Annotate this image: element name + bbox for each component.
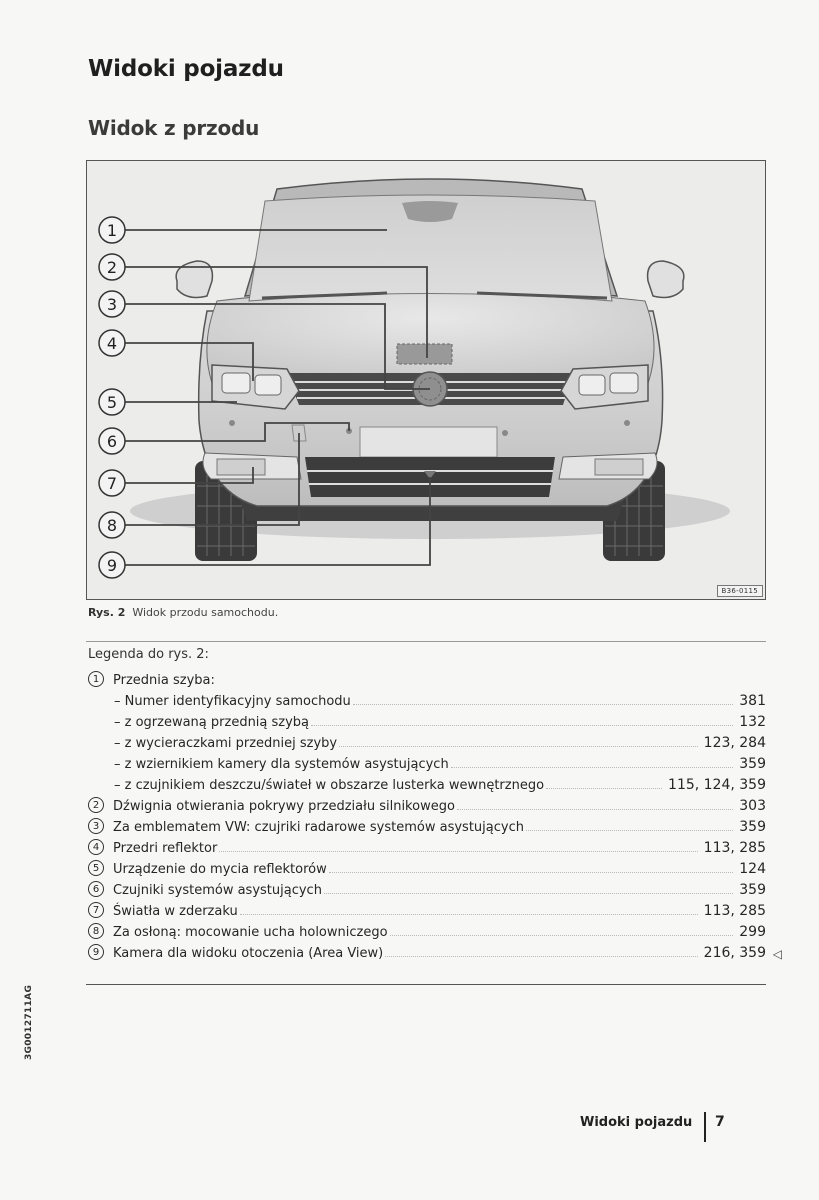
legend-item	[86, 667, 770, 688]
legend-item	[86, 772, 770, 793]
callout-2	[99, 254, 125, 280]
document-code: 3G0012711AG	[24, 984, 34, 1060]
leader-dots	[390, 935, 734, 936]
section-end-icon: ◁	[772, 947, 782, 961]
legend-page-ref[interactable]: 216, 359	[703, 945, 766, 961]
legend-number: 9	[88, 944, 104, 960]
legend-label: – Numer identyfikacyjny samochodu	[114, 694, 351, 709]
figure-code: B36-0115	[717, 585, 763, 597]
legend-label: Za osłoną: mocowanie ucha holowniczego	[113, 925, 388, 940]
svg-text:4: 4	[106, 334, 118, 353]
legend-label: Przednia szyba:	[113, 673, 215, 688]
car-illustration	[87, 161, 767, 601]
svg-text:1: 1	[106, 221, 118, 240]
side-mirror-right	[648, 261, 684, 297]
svg-text:9: 9	[106, 556, 118, 575]
legend-page-ref[interactable]: 124	[739, 861, 766, 877]
caption-text: Widok przodu samochodu.	[132, 606, 279, 619]
legend-item	[86, 877, 770, 898]
legend-page-ref[interactable]: 359	[739, 882, 766, 898]
legend-item	[86, 751, 770, 772]
legend-number: 4	[88, 839, 104, 855]
leader-dots	[324, 893, 733, 894]
parking-sensor	[229, 420, 235, 426]
divider-bottom	[86, 984, 766, 985]
leader-dots	[311, 725, 733, 726]
legend-item	[86, 856, 770, 877]
caption-label: Rys. 2	[88, 606, 126, 619]
legend-label: – z wziernikiem kamery dla systemów asystujących	[114, 757, 449, 772]
leader-dots	[353, 704, 733, 705]
legend-page-ref[interactable]: 381	[739, 693, 766, 709]
legend-item	[86, 898, 770, 919]
legend-item	[86, 709, 770, 730]
legend-item	[86, 940, 782, 961]
leader-dots	[457, 809, 733, 810]
footer-section-title: Widoki pojazdu	[580, 1115, 693, 1130]
callout-6	[99, 428, 125, 454]
svg-text:2: 2	[106, 258, 118, 277]
svg-text:8: 8	[106, 516, 118, 535]
legend-number: 7	[88, 902, 104, 918]
legend-label: Czujniki systemów asystujących	[113, 883, 322, 898]
car-front-figure	[86, 160, 766, 600]
legend-item	[86, 814, 770, 835]
legend-number: 1	[88, 671, 104, 687]
legend-number: 8	[88, 923, 104, 939]
legend-item	[86, 688, 770, 709]
hood-release-marker	[397, 344, 452, 364]
callout-8	[99, 512, 125, 538]
legend-label: Za emblematem VW: czujriki radarowe systemów asystujących	[113, 820, 524, 835]
legend-list	[86, 667, 782, 961]
legend-page-ref[interactable]: 123, 284	[703, 735, 766, 751]
legend-page-ref[interactable]: 299	[739, 924, 766, 940]
legend-label: Światła w zderzaku	[113, 904, 238, 919]
leader-dots	[451, 767, 734, 768]
leader-dots	[546, 788, 662, 789]
legend-number: 2	[88, 797, 104, 813]
legend-number: 6	[88, 881, 104, 897]
legend-page-ref[interactable]: 303	[739, 798, 766, 814]
license-plate-area	[360, 427, 497, 457]
legend-page-ref[interactable]: 115, 124, 359	[668, 777, 766, 793]
callout-9	[99, 552, 125, 578]
fog-light-left	[203, 453, 301, 479]
figure-caption	[88, 606, 278, 619]
legend-page-ref[interactable]: 359	[739, 819, 766, 835]
legend-label: Urządzenie do mycia reflektorów	[113, 862, 327, 877]
legend-label: – z czujnikiem deszczu/świateł w obszarze lusterka wewnętrznego	[114, 778, 545, 793]
fog-light-right	[559, 453, 657, 479]
svg-text:6: 6	[106, 432, 118, 451]
parking-sensor	[502, 430, 508, 436]
legend-page-ref[interactable]: 113, 285	[703, 840, 766, 856]
callouts	[99, 217, 125, 578]
legend-label: – z ogrzewaną przednią szybą	[114, 715, 310, 730]
section-title: Widok z przodu	[88, 116, 260, 140]
legend-item	[86, 793, 770, 814]
callout-1	[99, 217, 125, 243]
legend-label: Kamera dla widoku otoczenia (Area View)	[113, 946, 384, 961]
leader-dots	[339, 746, 698, 747]
callout-4	[99, 330, 125, 356]
legend-label: – z wycieraczkami przedniej szyby	[114, 736, 338, 751]
legend-item	[86, 835, 770, 856]
legend-page-ref[interactable]: 132	[739, 714, 766, 730]
leader-dots	[329, 872, 734, 873]
legend-number: 5	[88, 860, 104, 876]
legend-item	[86, 730, 770, 751]
svg-text:3: 3	[106, 295, 118, 314]
footer-divider	[704, 1112, 706, 1142]
rear-view-mirror	[402, 201, 458, 222]
legend-label: Przedri reflektor	[113, 841, 218, 856]
headlight-right	[561, 365, 648, 409]
page-number: 7	[715, 1114, 725, 1130]
callout-7	[99, 470, 125, 496]
legend-page-ref[interactable]: 113, 285	[703, 903, 766, 919]
leader-dots	[385, 956, 697, 957]
legend-number: 3	[88, 818, 104, 834]
parking-sensor	[624, 420, 630, 426]
leader-dots	[240, 914, 698, 915]
legend-title: Legenda do rys. 2:	[88, 647, 209, 662]
legend-page-ref[interactable]: 359	[739, 756, 766, 772]
divider-top	[86, 641, 766, 642]
callout-5	[99, 389, 125, 415]
legend-item	[86, 919, 770, 940]
leader-dots	[219, 851, 697, 852]
page-title: Widoki pojazdu	[88, 56, 284, 82]
legend-label: Dźwignia otwierania pokrywy przedziału silnikowego	[113, 799, 455, 814]
svg-text:5: 5	[106, 393, 118, 412]
callout-3	[99, 291, 125, 317]
svg-text:7: 7	[106, 474, 118, 493]
leader-dots	[526, 830, 733, 831]
